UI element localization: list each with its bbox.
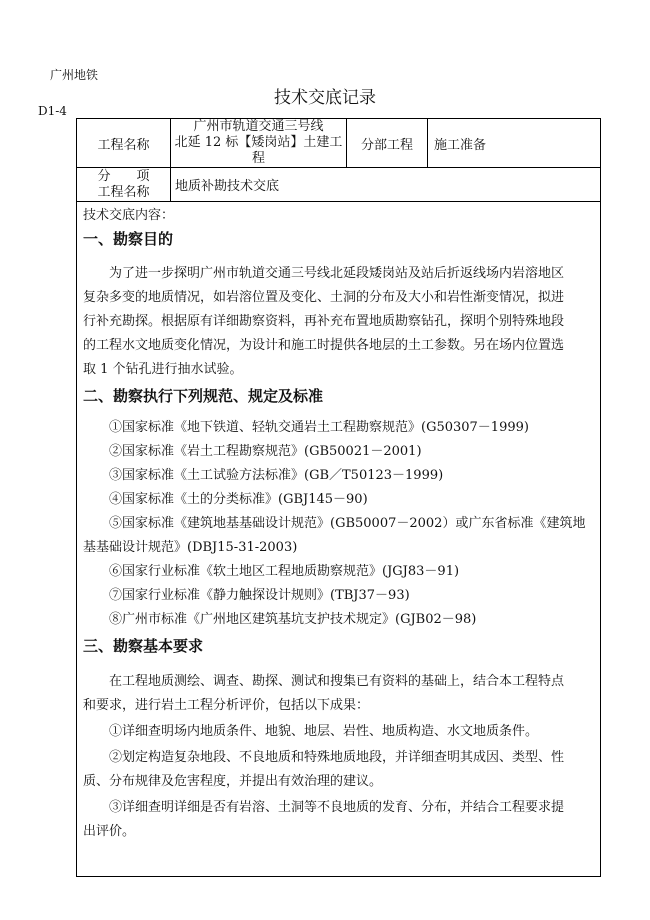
item-label-line-1: 分 项: [97, 168, 150, 184]
s3-line-5: 质、分布规律及危害程度，并提出有效治理的建议。: [83, 774, 383, 789]
s2-line-4: ④国家标准《土的分类标准》(GBJ145－90): [109, 492, 368, 507]
s1-line-2: 复杂多变的地质情况，如岩溶位置及变化、土洞的分布及大小和岩性渐变情况，拟进: [83, 290, 565, 305]
s1-line-4: 的工程水文地质变化情况，为设计和施工时提供各地层的土工参数。另在场内位置选: [83, 338, 565, 353]
section-2-heading: 二、勘察执行下列规范、规定及标准: [83, 387, 324, 405]
s3-line-1: 在工程地质测绘、调查、勘探、测试和搜集已有资料的基础上，结合本工程特点: [109, 674, 565, 689]
s1-line-5: 取 1 个钻孔进行抽水试验。: [83, 362, 243, 377]
document-title: 技术交底记录: [274, 88, 376, 108]
item-name-label: [77, 168, 171, 202]
organization-label: 广州地铁: [50, 68, 99, 82]
section-3-heading: 三、勘察基本要求: [83, 637, 204, 655]
s2-line-6: 基基础设计规范》(DBJ15-31-2003): [83, 540, 298, 555]
s2-line-9: ⑧广州市标准《广州地区建筑基坑支护技术规定》(GJB02－98): [109, 612, 477, 627]
content-cell: [77, 202, 601, 877]
record-table: [76, 118, 601, 877]
project-row: [77, 119, 601, 168]
item-row: [77, 168, 601, 202]
s3-line-7: 出评价。: [83, 824, 136, 839]
project-name-line-1: 广州市轨道交通三号线: [193, 119, 324, 134]
s3-line-6: ③详细查明详细是否有岩溶、土洞等不良地质的发育、分布，并结合工程要求提: [109, 800, 565, 815]
s3-line-3: ①详细查明场内地质条件、地貌、地层、岩性、地质构造、水文地质条件。: [109, 724, 539, 739]
sub-project-value: 施工准备: [428, 119, 601, 168]
s2-line-2: ②国家标准《岩土工程勘察规范》(GB50021－2001): [109, 444, 422, 459]
project-name-label: 工程名称: [77, 119, 171, 168]
item-name-value: 地质补勘技术交底: [171, 168, 601, 202]
content-intro: 技术交底内容：: [83, 208, 175, 223]
document-code: D1-4: [38, 104, 67, 118]
sub-project-label: 分部工程: [347, 119, 428, 168]
s2-line-1: ①国家标准《地下铁道、轻轨交通岩土工程勘察规范》(G50307－1999): [109, 420, 529, 435]
item-label-line-2: 工程名称: [97, 184, 150, 200]
content-row: [77, 202, 601, 877]
s1-line-3: 行补充勘探。根据原有详细勘察资料，再补充布置地质勘察钻孔，探明个别特殊地段: [83, 314, 565, 329]
s3-line-2: 和要求，进行岩土工程分析评价，包括以下成果：: [83, 698, 370, 713]
s2-line-8: ⑦国家行业标准《静力触探设计规则》(TBJ37－93): [109, 588, 410, 603]
s3-line-4: ②划定构造复杂地段、不良地质和特殊地质地段，并详细查明其成因、类型、性: [109, 750, 565, 765]
project-name-value: [171, 119, 347, 168]
s2-line-3: ③国家标准《土工试验方法标准》(GB／T50123－1999): [109, 468, 444, 483]
project-name-line-2: 北延 12 标【矮岗站】土建工程: [174, 135, 343, 166]
s2-line-7: ⑥国家行业标准《软土地区工程地质勘察规范》(JGJ83－91): [109, 564, 460, 579]
section-1-heading: 一、勘察目的: [83, 230, 174, 248]
s2-line-5: ⑤国家标准《建筑地基基础设计规范》(GB50007－2002）或广东省标准《建筑地: [109, 516, 586, 531]
s1-line-1: 为了进一步探明广州市轨道交通三号线北延段矮岗站及站后折返线场内岩溶地区: [109, 266, 565, 281]
